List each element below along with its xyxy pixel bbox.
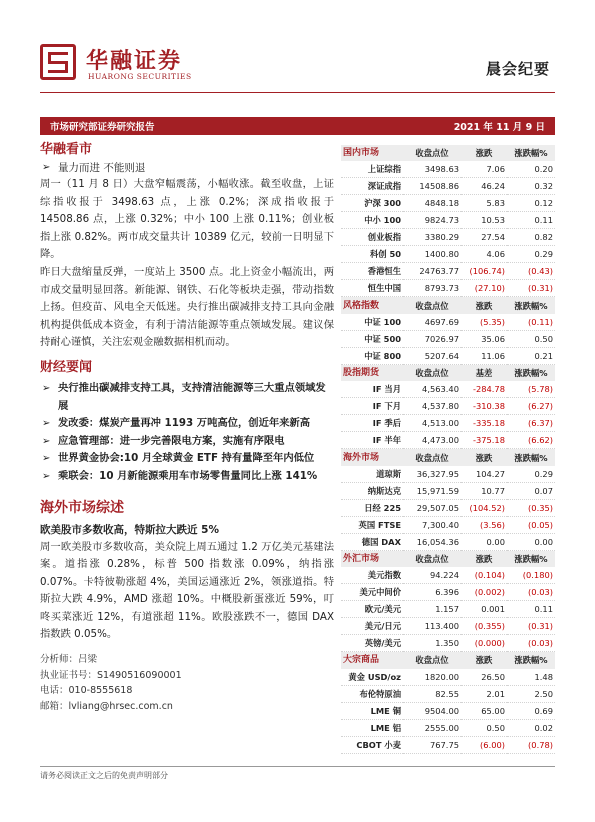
row-label: 香港恒生 (341, 263, 403, 280)
table-cell: 4,513.00 (403, 415, 461, 432)
table-cell: 0.82 (507, 229, 555, 246)
table-cell: 65.00 (461, 702, 507, 719)
table-cell: (0.03) (507, 584, 555, 601)
header-divider (40, 92, 555, 93)
table-header-cell: 风格指数 (341, 297, 403, 313)
table-row (341, 432, 555, 449)
table-cell: (0.104) (461, 567, 507, 584)
table-row (341, 398, 555, 415)
table-row (341, 601, 555, 618)
row-label: 英国 FTSE (341, 516, 403, 533)
table-cell: 2555.00 (403, 719, 461, 736)
table-cell: -310.38 (461, 398, 507, 415)
table-header-cell: 涨跌幅% (507, 449, 555, 465)
table-cell: 16,054.36 (403, 533, 461, 550)
email-link[interactable]: lvliang@hrsec.com.cn (68, 700, 173, 712)
table-header-cell: 收盘点位 (403, 145, 461, 161)
table-header-cell: 涨跌 (461, 145, 507, 161)
row-label: 美元中间价 (341, 584, 403, 601)
table-cell: 4,563.40 (403, 381, 461, 398)
row-label: 中证 100 (341, 314, 403, 331)
table-cell: 3498.63 (403, 161, 461, 178)
table-cell: (5.35) (461, 314, 507, 331)
row-label: 日经 225 (341, 499, 403, 516)
banner-department: 市场研究部证券研究报告 (50, 122, 155, 133)
row-label: 深证成指 (341, 178, 403, 195)
arrow-icon: ➢ (42, 162, 51, 173)
arrow-icon: ➢ (42, 453, 51, 465)
document-title: 晨会纪要 (486, 60, 551, 78)
table-row (341, 702, 555, 719)
market-table (341, 297, 555, 364)
table-cell: 9504.00 (403, 702, 461, 719)
left-column (40, 140, 334, 714)
overseas-subtitle: 欧美股市多数收高，特斯拉大跌近 5% (40, 523, 219, 536)
table-header-cell: 涨跌 (461, 297, 507, 313)
table-cell: (5.78) (507, 381, 555, 398)
logo-icon (40, 44, 76, 80)
table-cell: 9824.73 (403, 212, 461, 229)
table-cell: 4.06 (461, 246, 507, 263)
market-table (341, 551, 555, 652)
overseas-paragraph: 周一欧美股市多数收高，美众院上周五通过 1.2 万亿美元基建法案。道指涨 0.28%，标普 500 指数涨 0.09%，纳指涨 0.07%。卡特彼勒涨超 4%，美国运通涨近 2%，领涨道指。特斯拉大跌 4.9%，AMD 涨超 10%。中概股新蛋涨近 59%，叮咚买菜涨近 12%，有道涨超 11%。欧股涨跌不一，德国 DAX 指数跌 0.05%。 (40, 540, 334, 641)
table-cell: 4,473.00 (403, 432, 461, 449)
table-cell: 27.54 (461, 229, 507, 246)
table-row (341, 618, 555, 635)
table-row (341, 161, 555, 178)
table-row (341, 178, 555, 195)
news-item[interactable]: ➢ 发改委：煤炭产量再冲 1193 万吨高位，创近年来新高 (40, 415, 334, 433)
table-cell: 5.83 (461, 195, 507, 212)
table-cell: 2.01 (461, 685, 507, 702)
table-cell: (0.11) (507, 314, 555, 331)
table-cell: (6.27) (507, 398, 555, 415)
table-cell: 0.20 (507, 161, 555, 178)
table-row (341, 516, 555, 533)
table-header-row (341, 297, 555, 313)
table-cell: 0.02 (507, 719, 555, 736)
table-cell: 4,537.80 (403, 398, 461, 415)
market-view-subtitle-text: 量力而进 不能则退 (58, 162, 146, 174)
news-item[interactable]: ➢ 乘联会：10 月新能源乘用车市场零售量同比上涨 141% (40, 468, 334, 486)
table-header-row (341, 551, 555, 567)
table-cell: (0.35) (507, 499, 555, 516)
table-cell: 1.157 (403, 601, 461, 618)
table-cell: 10.53 (461, 212, 507, 229)
table-row (341, 685, 555, 702)
arrow-icon: ➢ (42, 470, 51, 482)
table-cell: 35.06 (461, 330, 507, 347)
table-cell: (104.52) (461, 499, 507, 516)
table-cell: 0.29 (507, 466, 555, 483)
table-header-cell: 收盘点位 (403, 449, 461, 465)
table-cell: 4697.69 (403, 314, 461, 331)
table-cell: 0.07 (507, 482, 555, 499)
market-view-paragraph: 昨日大盘缩量反弹，一度站上 3500 点。北上资金小幅流出，两市成交量明显回落。新能源、钢铁、石化等板块走强，带动指数上扬。但疫苗、风电全天低迷。央行推出碳减排支持工具向金融机构提供低成本资金，有利于清洁能源等重点领域发展。建议保持耐心谨慎，关注宏观金融数据相机而动。 (40, 265, 334, 349)
table-cell: 5207.64 (403, 347, 461, 364)
row-label: 英镑/美元 (341, 635, 403, 652)
table-cell: 82.55 (403, 685, 461, 702)
row-label: 美元指数 (341, 567, 403, 584)
row-label: 纳斯达克 (341, 482, 403, 499)
table-row (341, 499, 555, 516)
table-cell: 7,300.40 (403, 516, 461, 533)
table-cell: 0.11 (507, 601, 555, 618)
analyst-line: 分析师：吕梁 (40, 654, 98, 666)
row-label: 科创 50 (341, 246, 403, 263)
table-cell: (0.355) (461, 618, 507, 635)
market-table (341, 365, 555, 449)
table-header-row (341, 652, 555, 668)
phone-line: 电话：010-8555618 (40, 685, 133, 697)
table-cell: 0.21 (507, 347, 555, 364)
table-cell: 36,327.95 (403, 466, 461, 483)
table-cell: 29,507.05 (403, 499, 461, 516)
table-cell: 10.77 (461, 482, 507, 499)
table-cell: 15,971.59 (403, 482, 461, 499)
table-cell: 0.12 (507, 195, 555, 212)
market-table (341, 449, 555, 550)
table-row (341, 246, 555, 263)
table-row (341, 584, 555, 601)
table-cell: -335.18 (461, 415, 507, 432)
table-cell: 767.75 (403, 736, 461, 753)
table-row (341, 736, 555, 753)
table-row (341, 719, 555, 736)
table-cell: 26.50 (461, 669, 507, 686)
table-cell: (0.002) (461, 584, 507, 601)
table-cell: 4848.18 (403, 195, 461, 212)
table-header-row (341, 145, 555, 161)
table-row (341, 567, 555, 584)
table-cell: 113.400 (403, 618, 461, 635)
table-cell: (0.180) (507, 567, 555, 584)
table-row (341, 314, 555, 331)
table-header-cell: 股指期货 (341, 365, 403, 381)
table-header-cell: 海外市场 (341, 449, 403, 465)
table-cell: 1.350 (403, 635, 461, 652)
table-header-cell: 涨跌 (461, 449, 507, 465)
news-item[interactable]: ➢ 央行推出碳减排支持工具，支持清洁能源等三大重点领域发展 (42, 381, 326, 412)
row-label: 中证 800 (341, 347, 403, 364)
table-cell: 8793.73 (403, 280, 461, 297)
table-header-cell: 涨跌 (461, 551, 507, 567)
row-label: 黄金 USD/oz (341, 669, 403, 686)
table-cell: 104.27 (461, 466, 507, 483)
banner-date: 2021 年 11 月 9 日 (453, 122, 545, 133)
finance-news-title: 财经要闻 (40, 359, 93, 375)
table-header-cell: 外汇市场 (341, 551, 403, 567)
overseas-title: 海外市场综述 (40, 499, 124, 516)
table-cell: (0.31) (507, 280, 555, 297)
table-row (341, 263, 555, 280)
table-cell: 7026.97 (403, 330, 461, 347)
table-header-cell: 收盘点位 (403, 551, 461, 567)
row-label: 德国 DAX (341, 533, 403, 550)
row-label: LME 铜 (341, 702, 403, 719)
market-view-subtitle (40, 160, 334, 176)
table-cell: 24763.77 (403, 263, 461, 280)
row-label: IF 半年 (341, 432, 403, 449)
table-header-cell: 涨跌幅% (507, 297, 555, 313)
table-row (341, 635, 555, 652)
table-cell: (6.37) (507, 415, 555, 432)
table-cell: 0.11 (507, 212, 555, 229)
table-cell: (3.56) (461, 516, 507, 533)
table-cell: 11.06 (461, 347, 507, 364)
brand-subtitle: HUARONG SECURITIES (88, 72, 192, 81)
table-cell: 3380.29 (403, 229, 461, 246)
row-label: 恒生中国 (341, 280, 403, 297)
table-row (341, 669, 555, 686)
email-line: 邮箱：lvliang@hrsec.com.cn (40, 700, 173, 712)
row-label: IF 季后 (341, 415, 403, 432)
news-item[interactable]: ➢ 世界黄金协会:10 月全球黄金 ETF 持有量降至年内低位 (40, 450, 334, 468)
table-row (341, 280, 555, 297)
brand-name: 华融证券 (86, 49, 183, 74)
market-table (341, 652, 555, 753)
table-row (341, 533, 555, 550)
arrow-icon: ➢ (42, 418, 51, 430)
table-row (341, 212, 555, 229)
news-item[interactable]: ➢ 应急管理部：进一步完善限电方案，实施有序限电 (40, 433, 334, 451)
table-cell: 0.50 (461, 719, 507, 736)
table-cell: 0.50 (507, 330, 555, 347)
table-header-cell: 收盘点位 (403, 297, 461, 313)
report-banner (40, 117, 555, 135)
table-cell: (0.05) (507, 516, 555, 533)
row-label: 欧元/美元 (341, 601, 403, 618)
table-cell: 0.29 (507, 246, 555, 263)
cert-line: 执业证书号：S1490516090001 (40, 669, 182, 681)
table-header-cell: 基差 (461, 365, 507, 381)
table-cell: (0.78) (507, 736, 555, 753)
table-cell: 0.32 (507, 178, 555, 195)
table-cell: -284.78 (461, 381, 507, 398)
table-header-cell: 涨跌幅% (507, 551, 555, 567)
table-row (341, 415, 555, 432)
table-cell: (106.74) (461, 263, 507, 280)
table-cell: 0.00 (461, 533, 507, 550)
table-row (341, 381, 555, 398)
table-row (341, 330, 555, 347)
table-row (341, 195, 555, 212)
table-header-cell: 涨跌幅% (507, 365, 555, 381)
row-label: IF 当月 (341, 381, 403, 398)
market-table (341, 145, 555, 297)
row-label: 中小 100 (341, 212, 403, 229)
table-cell: (0.43) (507, 263, 555, 280)
market-view-title: 华融看市 (40, 142, 93, 157)
table-header-row (341, 449, 555, 465)
footer-disclaimer: 请务必阅读正文之后的免责声明部分 (40, 771, 168, 780)
table-row (341, 229, 555, 246)
table-cell: 0.69 (507, 702, 555, 719)
table-cell: 46.24 (461, 178, 507, 195)
row-label: 道琼斯 (341, 466, 403, 483)
market-view-paragraph: 周一（11 月 8 日）大盘窄幅震荡，小幅收涨。截至收盘，上证综指收报于 3498.63 点，上涨 0.2%；深成指收报于 14508.86 点，上涨 0.32%；中小 100 上涨 0.11%；创业板指上涨 0.82%。两市成交量共计 10389 亿元，较前一日明显下降。 (40, 178, 334, 261)
table-cell: (6.00) (461, 736, 507, 753)
row-label: 美元/日元 (341, 618, 403, 635)
table-header-row (341, 365, 555, 381)
table-cell: 0.001 (461, 601, 507, 618)
table-header-cell: 大宗商品 (341, 652, 403, 668)
table-cell: (27.10) (461, 280, 507, 297)
table-header-cell: 涨跌幅% (507, 652, 555, 668)
table-cell: 7.06 (461, 161, 507, 178)
row-label: LME 铝 (341, 719, 403, 736)
row-label: 中证 500 (341, 330, 403, 347)
table-row (341, 466, 555, 483)
row-label: IF 下月 (341, 398, 403, 415)
arrow-icon: ➢ (42, 382, 51, 394)
row-label: 创业板指 (341, 229, 403, 246)
row-label: 布伦特原油 (341, 685, 403, 702)
table-cell: 0.00 (507, 533, 555, 550)
row-label: CBOT 小麦 (341, 736, 403, 753)
arrow-icon: ➢ (42, 435, 51, 447)
row-label: 上证综指 (341, 161, 403, 178)
table-cell: -375.18 (461, 432, 507, 449)
table-cell: 1820.00 (403, 669, 461, 686)
table-cell: (0.03) (507, 635, 555, 652)
table-cell: 6.396 (403, 584, 461, 601)
table-header-cell: 收盘点位 (403, 365, 461, 381)
market-data-tables (341, 145, 555, 754)
table-header-cell: 收盘点位 (403, 652, 461, 668)
table-row (341, 347, 555, 364)
finance-news-list (40, 380, 334, 486)
table-cell: (0.000) (461, 635, 507, 652)
table-cell: (0.31) (507, 618, 555, 635)
table-row (341, 482, 555, 499)
table-header-cell: 涨跌幅% (507, 145, 555, 161)
author-info (40, 652, 334, 714)
table-header-cell: 国内市场 (341, 145, 403, 161)
row-label: 沪深 300 (341, 195, 403, 212)
table-cell: 1.48 (507, 669, 555, 686)
table-cell: (6.62) (507, 432, 555, 449)
footer-divider (40, 766, 555, 767)
table-cell: 14508.86 (403, 178, 461, 195)
table-header-cell: 涨跌 (461, 652, 507, 668)
table-cell: 94.224 (403, 567, 461, 584)
table-cell: 2.50 (507, 685, 555, 702)
table-cell: 1400.80 (403, 246, 461, 263)
